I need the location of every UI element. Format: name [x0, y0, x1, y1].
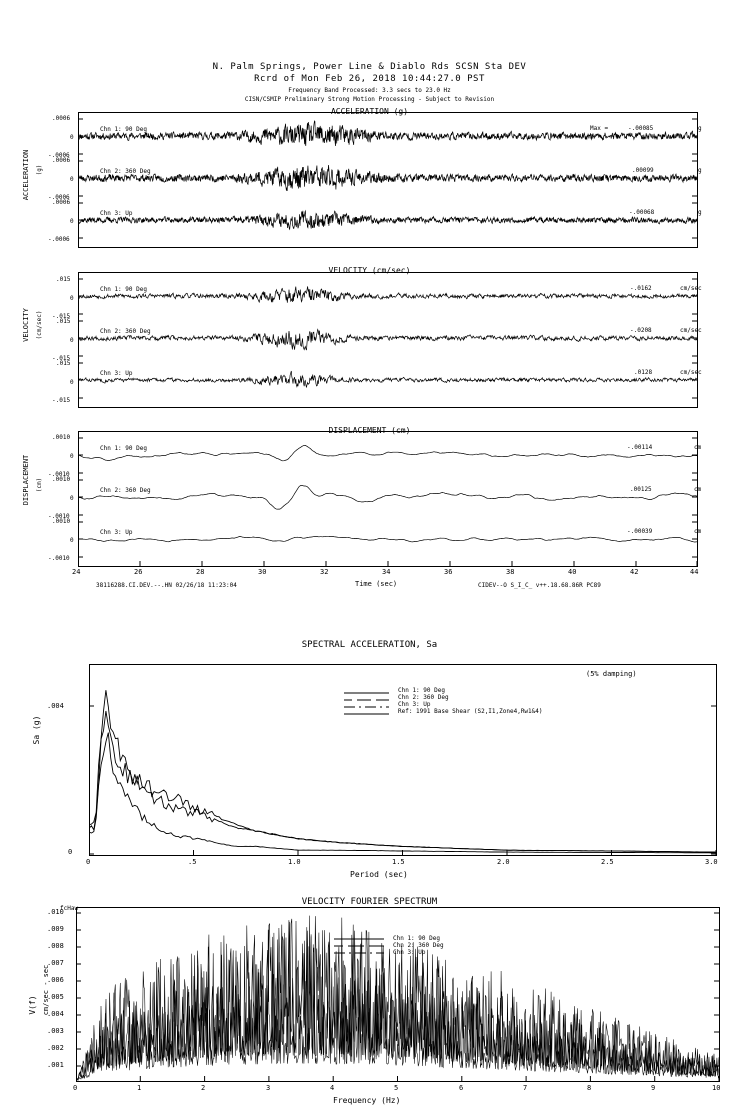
accel-ytick-bot-3: -.0006 [48, 236, 70, 243]
velocity-traces-plot [78, 272, 698, 408]
spectral-xtick-0: 0 [86, 858, 91, 866]
vel-ytick-mid-1: 0 [70, 295, 74, 302]
vel-chn1-label: Chn 1: 90 Deg [100, 286, 147, 293]
disp-ytick-bot-3: -.0010 [48, 555, 70, 562]
acceleration-yunit: (g) [36, 164, 43, 176]
disp-chn3-label: Chn 3: Up [100, 529, 133, 536]
spectral-xtick-10: 1.0 [288, 858, 301, 866]
accel-chn2-peak: .00099 [632, 167, 654, 174]
fourier-xlabel: Frequency (Hz) [333, 1096, 401, 1105]
disp-chn1-label: Chn 1: 90 Deg [100, 445, 147, 452]
vel-ytick-bot-3: -.015 [52, 397, 71, 404]
spectral-damping-label: (5% damping) [586, 670, 637, 678]
record-id-footer: 38116288.CI.DEV.--.HN 02/26/18 11:23:04 [96, 582, 237, 589]
displacement-traces-plot [78, 431, 698, 567]
fourier-ytick-006: .006 [47, 976, 64, 984]
accel-chn3-peak: -.00068 [629, 209, 655, 216]
vel-chn3-peak: .0128 [634, 369, 653, 376]
fourier-legend-chn1: Chn 1: 90 Deg [393, 935, 440, 942]
disp-ytick-top-1: .0010 [52, 434, 71, 441]
spectral-xtick-20: 2.0 [497, 858, 510, 866]
disp-chn3-peak: -.00039 [627, 528, 653, 535]
processing-version-footer: CIDEV--O S_I_C_ v++.18.68.86R PC89 [478, 582, 601, 589]
disp-ytick-mid-3: 0 [70, 537, 74, 544]
fourier-ytick-005: .005 [47, 993, 64, 1001]
accel-max-word: Max = [590, 125, 609, 132]
fourier-xtick-3: 3 [266, 1084, 271, 1092]
fourier-xtick-5: 5 [394, 1084, 399, 1092]
fourier-ytick-010: .010 [47, 908, 64, 916]
acceleration-title: ACCELERATION (g) [330, 107, 409, 116]
spectral-legend-ref: Ref: 1991 Base Shear (S2,I1,Zone4,Rw1&4) [398, 708, 543, 715]
time-tick-24: 24 [72, 568, 81, 576]
vel-ytick-top-2: .015 [56, 318, 71, 325]
vel-ytick-bot-2: -.015 [52, 355, 71, 362]
time-tick-30: 30 [258, 568, 267, 576]
vel-ytick-bot-1: -.015 [52, 313, 71, 320]
accel-chn1-label: Chn 1: 90 Deg [100, 126, 147, 133]
vel-chn2-label: Chn 2: 360 Deg [100, 328, 151, 335]
fourier-ytick-004: .004 [47, 1010, 64, 1018]
spectral-legend-chn2: Chn 2: 360 Deg [398, 694, 449, 701]
time-tick-32: 32 [320, 568, 329, 576]
frequency-band-note: Frequency Band Processed: 3.3 secs to 23.0 Hz [288, 87, 451, 94]
record-datetime: Rcrd of Mon Feb 26, 2018 10:44:27.0 PST [254, 74, 485, 84]
accel-ytick-bot-1: -.0006 [48, 152, 70, 159]
fourier-xtick-4: 4 [330, 1084, 335, 1092]
time-axis-label: Time (sec) [355, 580, 398, 588]
processing-note: CISN/CSMIP Preliminary Strong Motion Processing - Subject to Revision [244, 96, 495, 103]
vel-chn2-peak: -.0208 [630, 327, 652, 334]
disp-chn2-label: Chn 2: 360 Deg [100, 487, 151, 494]
time-tick-38: 38 [506, 568, 515, 576]
page-title: N. Palm Springs, Power Line & Diablo Rds SCSN Sta DEV [212, 62, 527, 72]
time-tick-44: 44 [690, 568, 699, 576]
fourier-xtick-9: 9 [651, 1084, 656, 1092]
fourier-xtick-8: 8 [587, 1084, 592, 1092]
accel-chn3-label: Chn 3: Up [100, 210, 133, 217]
fourier-ytick-009: .009 [47, 925, 64, 933]
vel-ytick-top-1: .015 [56, 276, 71, 283]
fourier-legend-chn2: Chn 2: 360 Deg [393, 942, 444, 949]
velocity-title: VELOCITY (cm/sec) [328, 266, 411, 275]
accel-ytick-mid-2: 0 [70, 176, 74, 183]
fourier-xtick-6: 6 [459, 1084, 464, 1092]
accel-ytick-bot-2: -.0006 [48, 194, 70, 201]
vel-chn1-unit: cm/sec [680, 285, 702, 292]
accel-ytick-top-1: .0006 [52, 115, 71, 122]
accel-chn1-peak: -.00085 [628, 125, 654, 132]
fourier-title: VELOCITY FOURIER SPECTRUM [301, 897, 438, 907]
fourier-yunit: cm/sec - sec [42, 964, 50, 1016]
disp-ytick-bot-2: -.0010 [48, 513, 70, 520]
fourier-ylabel: V(f) [28, 995, 37, 1015]
fourier-xtick-7: 7 [523, 1084, 528, 1092]
time-tick-42: 42 [630, 568, 639, 576]
vel-chn2-unit: cm/sec [680, 327, 702, 334]
velocity-yunit: (cm/sec) [36, 310, 43, 340]
fourier-corner-label: fcHaw [60, 905, 79, 912]
accel-ytick-top-3: .0006 [52, 199, 71, 206]
fourier-ytick-002: .002 [47, 1044, 64, 1052]
vel-chn3-label: Chn 3: Up [100, 370, 133, 377]
spectral-ylabel: Sa (g) [32, 715, 41, 745]
disp-chn1-unit: cm [694, 444, 702, 451]
spectral-xlabel: Period (sec) [350, 870, 408, 879]
vel-ytick-top-3: .015 [56, 360, 71, 367]
spectral-title: SPECTRAL ACCELERATION, Sa [301, 640, 438, 650]
vel-chn1-peak: -.0162 [630, 285, 652, 292]
fourier-ytick-001: .001 [47, 1061, 64, 1069]
fourier-xtick-1: 1 [137, 1084, 142, 1092]
disp-ytick-mid-2: 0 [70, 495, 74, 502]
accel-chn3-unit: g [698, 209, 702, 216]
accel-chn1-unit: g [698, 125, 702, 132]
time-tick-28: 28 [196, 568, 205, 576]
displacement-yunit: (cm) [36, 477, 43, 493]
displacement-title: DISPLACEMENT (cm) [328, 426, 411, 435]
vel-chn3-unit: cm/sec [680, 369, 702, 376]
spectral-legend-chn3: Chn 3: Up [398, 701, 431, 708]
accel-ytick-mid-1: 0 [70, 134, 74, 141]
time-tick-36: 36 [444, 568, 453, 576]
time-tick-40: 40 [568, 568, 577, 576]
vel-ytick-mid-3: 0 [70, 379, 74, 386]
fourier-ytick-008: .008 [47, 942, 64, 950]
spectral-xtick-25: 2.5 [601, 858, 614, 866]
acceleration-ylabel: ACCELERATION [22, 149, 30, 201]
spectral-legend-chn1: Chn 1: 90 Deg [398, 687, 445, 694]
displacement-ylabel: DISPLACEMENT [22, 454, 30, 506]
disp-chn2-unit: cm [694, 486, 702, 493]
accel-chn2-label: Chn 2: 360 Deg [100, 168, 151, 175]
accel-ytick-top-2: .0006 [52, 157, 71, 164]
disp-ytick-bot-1: -.0010 [48, 471, 70, 478]
disp-chn1-peak: -.00114 [627, 444, 653, 451]
fourier-ytick-007: .007 [47, 959, 64, 967]
fourier-xtick-0: 0 [73, 1084, 78, 1092]
disp-ytick-top-3: .0010 [52, 518, 71, 525]
time-tick-34: 34 [382, 568, 391, 576]
vel-ytick-mid-2: 0 [70, 337, 74, 344]
disp-chn2-peak: .00125 [630, 486, 652, 493]
spectral-ytick-0: 0 [68, 848, 73, 856]
disp-ytick-mid-1: 0 [70, 453, 74, 460]
disp-ytick-top-2: .0010 [52, 476, 71, 483]
spectral-ytick-004: .004 [47, 702, 64, 710]
spectral-xtick-15: 1.5 [392, 858, 405, 866]
time-tick-26: 26 [134, 568, 143, 576]
spectral-xtick-30: 3.0 [705, 858, 718, 866]
acceleration-traces-plot [78, 112, 698, 248]
spectral-xtick-05: .5 [188, 858, 197, 866]
accel-chn2-unit: g [698, 167, 702, 174]
fourier-spectrum-plot [76, 907, 720, 1082]
fourier-xtick-2: 2 [201, 1084, 206, 1092]
fourier-legend-chn3: Chn 3: Up [393, 949, 426, 956]
fourier-xtick-10: 10 [712, 1084, 721, 1092]
accel-ytick-mid-3: 0 [70, 218, 74, 225]
fourier-ytick-003: .003 [47, 1027, 64, 1035]
velocity-ylabel: VELOCITY [22, 308, 30, 342]
disp-chn3-unit: cm [694, 528, 702, 535]
